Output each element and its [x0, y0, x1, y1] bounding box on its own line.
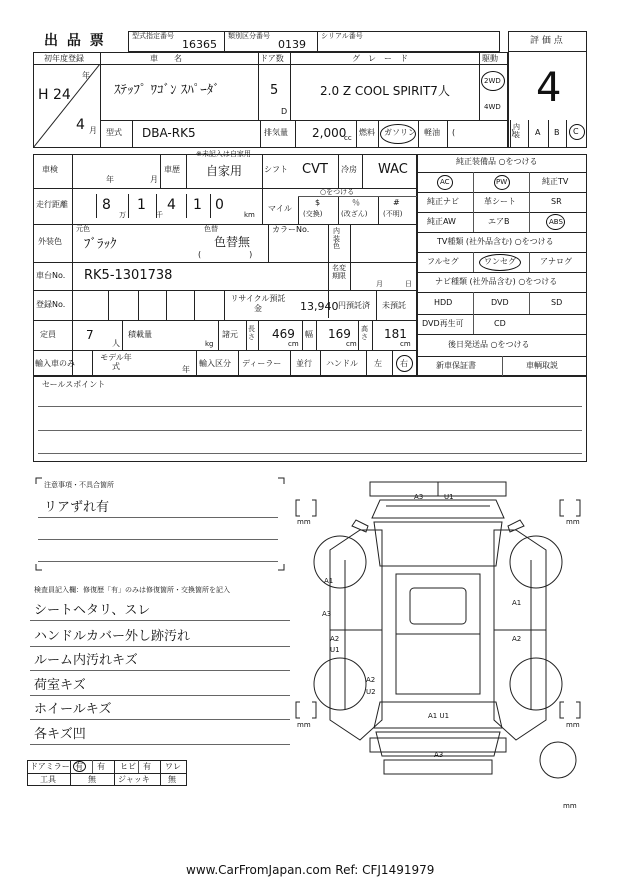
handle-label: ハンドル [326, 359, 358, 368]
airbag: エアB [488, 217, 510, 226]
mm-front-left: mm [297, 518, 311, 526]
width-unit: cm [346, 340, 357, 348]
mark-right-a2: A2 [512, 635, 522, 643]
mm-rear-right: mm [566, 721, 580, 729]
tools-label: 工具 [40, 775, 56, 784]
pw-label: PW [496, 178, 508, 186]
mileage-tamper: (改ざん) [341, 210, 368, 218]
import-label: 輸入車のみ [35, 359, 75, 368]
warp-value: 有 [143, 762, 151, 771]
mark-bottom-a3: A3 [434, 751, 444, 759]
mark-left-u1: U1 [330, 646, 340, 654]
displacement-unit: cc [344, 134, 352, 142]
capacity-label: 定員 [40, 330, 56, 339]
jack-label: ジャッキ [118, 775, 150, 784]
rating-label: 評 価 点 [530, 36, 563, 46]
mark-left-a1: A1 [324, 577, 334, 585]
leather: 革シート [484, 197, 516, 206]
capacity-unit: 人 [112, 339, 120, 348]
recycle-status: 円預託済 [338, 301, 370, 310]
width-label: 幅 [305, 330, 313, 339]
mark-left-a2b: A2 [366, 676, 376, 684]
shift-value: CVT [302, 162, 328, 177]
dvd: DVD [491, 298, 509, 307]
hdd: HDD [434, 298, 453, 307]
height-unit: cm [400, 340, 411, 348]
mileage-unknown: (不明) [383, 210, 403, 218]
model-cert-label: 型式指定番号 [132, 32, 174, 40]
inspection-year: 年 [106, 175, 114, 184]
mark-left-u2: U2 [366, 688, 376, 696]
model-label: 型式 [106, 128, 122, 137]
length-unit: cm [288, 340, 299, 348]
mileage-tamper-sym: ％ [352, 198, 360, 207]
height-value: 181 [384, 327, 407, 341]
interior-c: C [573, 127, 579, 136]
model-value: DBA-RK5 [142, 126, 196, 140]
usage-value: 自家用 [206, 164, 243, 178]
recycle-label: リサイクル預託金 [230, 294, 286, 313]
sales-point-box [33, 376, 587, 462]
year-era: H 24 [38, 87, 71, 103]
doors-label: ドア数 [260, 54, 284, 63]
grade-value: 2.0 Z COOL SPIRIT7人 [320, 84, 450, 98]
door-mirror-label: ドアミラー [30, 762, 70, 771]
width-value: 169 [328, 327, 351, 341]
manual: 車輌取説 [526, 361, 558, 370]
doors-suffix: D [281, 107, 288, 116]
first-reg-label: 初年度登録 [44, 54, 84, 63]
import-type-label: 輸入区分 [199, 359, 231, 368]
name-change-label: 名変期限 [332, 264, 346, 280]
chassis-label: 車台No. [36, 271, 66, 280]
date-diagonal [33, 64, 100, 148]
color-code-label: 色替 [204, 225, 218, 233]
parallel-label: 並行 [296, 359, 312, 368]
load-label: 積載量 [128, 330, 152, 339]
dim-label: 諸元 [222, 330, 238, 339]
mark-right-a1: A1 [512, 599, 522, 607]
mileage-exchange-sym: $ [315, 198, 321, 207]
inspector-item-3: ルーム内汚れキズ [34, 653, 138, 668]
length-label: 長さ [248, 325, 255, 341]
inspector-header: 検査員記入欄：修復歴「有」のみは修復箇所・交換箇所を記入 [34, 586, 230, 594]
cd: CD [494, 319, 506, 328]
inspector-item-6: 各キズ凹 [34, 727, 86, 742]
name-change-day: 日 [405, 280, 412, 288]
model-cert-value: 16365 [182, 38, 217, 51]
sd: SD [551, 298, 563, 307]
analog: アナログ [540, 257, 572, 266]
interior-a: A [535, 128, 541, 137]
drive-4wd: 4WD [484, 103, 501, 111]
rating-value: 4 [536, 65, 562, 111]
inspection-month: 月 [150, 175, 158, 184]
drive-2wd: 2WD [484, 77, 501, 85]
mileage-digit-5: 0 [215, 197, 224, 213]
mileage-exchange: (交換) [303, 210, 323, 218]
mileage-digit-1: 8 [102, 197, 111, 213]
mileage-note: ○をつける [320, 188, 355, 196]
color-changed-value: 色替無 [214, 235, 251, 249]
load-unit: kg [205, 340, 214, 348]
mileage-man: 万 [119, 211, 126, 219]
inspection-label: 車検 [42, 165, 58, 174]
notes-header: 注意事項・不具合箇所 [44, 481, 114, 489]
mark-left-a3: A3 [322, 610, 332, 618]
color-original-value: ﾌﾞﾗｯｸ [84, 237, 117, 252]
car-name-value: ｽﾃｯﾌﾟ ﾜｺﾞﾝ ｽﾊﾟｰﾀﾞ [114, 83, 220, 98]
color-paren: ( ) [198, 250, 253, 259]
notes-line1: リアずれ有 [44, 500, 110, 515]
jack-value: 無 [168, 775, 176, 784]
inspector-item-1: シートヘタリ、スレ [34, 603, 151, 618]
handle-left: 左 [374, 359, 382, 368]
capacity-value: 7 [86, 328, 94, 342]
mileage-digit-3: 4 [167, 197, 176, 213]
height-label: 高さ [361, 325, 368, 341]
ac-label: AC [440, 178, 450, 186]
month-unit: 月 [89, 126, 97, 135]
name-change-month: 月 [376, 280, 383, 288]
warranty: 新車保証書 [436, 361, 476, 370]
inspector-item-4: 荷室キズ [34, 678, 86, 693]
interior-b: B [554, 128, 560, 137]
mileage-unknown-sym: # [393, 198, 400, 207]
interior-label: 内装 [513, 123, 520, 139]
displacement-value: 2,000 [312, 126, 347, 140]
recycle-value: 13,940 [300, 300, 339, 313]
dealer-label: ディーラー [242, 359, 282, 368]
shift-label: シフト [264, 165, 288, 174]
equip-header: 純正装備品 ○をつける [456, 157, 538, 166]
chassis-value: RK5-1301738 [84, 268, 173, 283]
later-header: 後日発送品 ○をつける [448, 340, 530, 349]
abs-label: ABS [549, 218, 563, 226]
sr: SR [551, 197, 562, 206]
dvd-player: DVD再生可 [422, 319, 464, 328]
tools-value: 無 [88, 775, 96, 784]
fullseg: フルセグ [427, 257, 459, 266]
mark-top-u1: U1 [444, 493, 454, 501]
interior-color-label: 内装色 [333, 227, 340, 251]
fuel-paren: ( ) [452, 128, 515, 137]
mark-top-a3: A3 [414, 493, 424, 501]
mark-left-a2: A2 [330, 635, 340, 643]
fuel-label: 燃料 [359, 128, 375, 137]
cooler-value: WAC [378, 162, 408, 177]
navi-genuine: 純正ナビ [427, 197, 459, 206]
color-original-label: 元色 [76, 225, 90, 233]
fuel-gasoline: ガソリン [384, 128, 416, 137]
mark-rear-a1u1: A1 U1 [428, 712, 450, 720]
serial-label: シリアル番号 [321, 32, 363, 40]
color-label: 外装色 [38, 237, 62, 246]
drive-label: 駆動 [482, 54, 498, 63]
sheet-title: 出 品 票 [44, 33, 106, 49]
color-no-label: カラーNo. [272, 225, 310, 234]
mm-front-right: mm [566, 518, 580, 526]
cracks-label: ヒビ [120, 762, 136, 771]
tv-type-header: TV種類 (社外品含む) ○をつける [437, 237, 554, 246]
footer-ref: www.CarFromJapan.com Ref: CFJ1491979 [186, 863, 435, 877]
navi-type-header: ナビ種類 (社外品含む) ○をつける [435, 277, 558, 286]
length-value: 469 [272, 327, 295, 341]
mm-rear-left: mm [297, 721, 311, 729]
reg-label: 登録No. [36, 300, 66, 309]
doors-value: 5 [270, 83, 279, 98]
month-value: 4 [76, 117, 85, 133]
inspector-item-5: ホイールキズ [34, 702, 112, 717]
usage-label: 車歴 [164, 165, 180, 174]
year-unit: 年 [82, 71, 90, 80]
mileage-unit: km [244, 211, 255, 219]
oneseg: ワンセグ [484, 257, 516, 266]
usage-note: ※未記入は自家用 [196, 150, 251, 158]
inspector-item-2: ハンドルカバー外し跡汚れ [34, 629, 191, 644]
cooler-label: 冷房 [341, 165, 357, 174]
warp-label: ワレ [165, 762, 181, 771]
mileage-label: 走行距離 [36, 200, 68, 209]
mm-spare: mm [563, 802, 577, 810]
mileage-digit-2: 1 [137, 197, 146, 213]
mileage-mile: マイル [268, 204, 292, 213]
grade-label: グ レ ー ド [352, 54, 408, 63]
mileage-digit-4: 1 [193, 197, 202, 213]
class-label: 類別区分番号 [228, 32, 270, 40]
recycle-unpaid: 未預託 [382, 301, 406, 310]
car-name-label: 車 名 [150, 54, 182, 63]
fuel-light: 軽油 [424, 128, 440, 137]
tv-genuine: 純正TV [542, 177, 569, 186]
mileage-sen: 千 [156, 211, 163, 219]
aw-genuine: 純正AW [427, 217, 456, 226]
model-year-unit: 年 [182, 365, 190, 374]
class-value: 0139 [278, 38, 306, 51]
handle-right: 右 [400, 359, 408, 368]
mirror-selected: 有 [75, 762, 83, 771]
cracks-value: 有 [97, 762, 105, 771]
displacement-label: 排気量 [264, 128, 288, 137]
model-year-label: モデル年式 [100, 353, 132, 372]
sales-point-label: セールスポイント [42, 380, 106, 389]
